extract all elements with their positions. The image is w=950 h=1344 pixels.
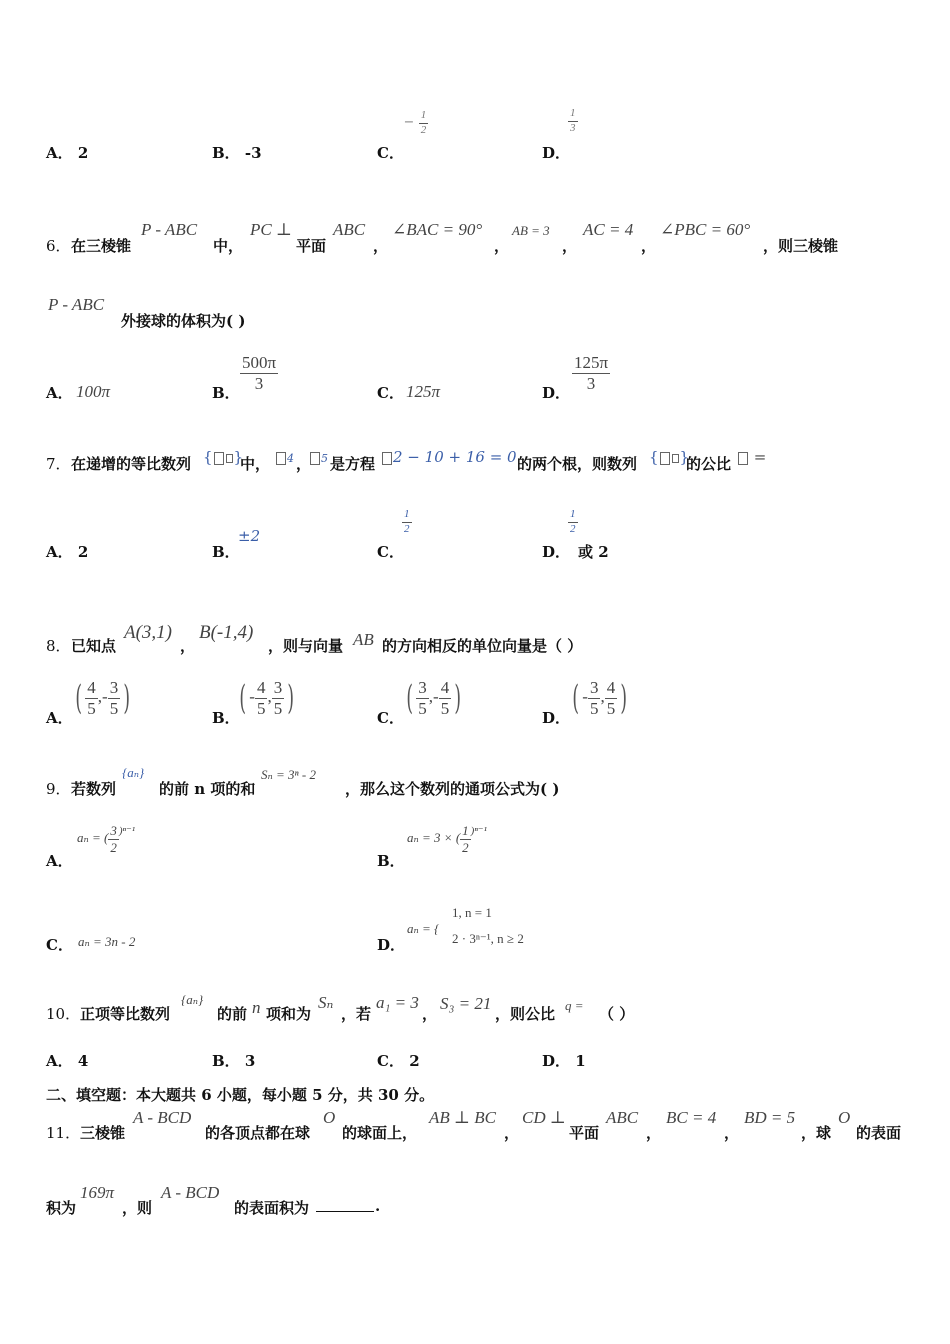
q8-option-c-vector: ( $\frac{3}{5}$ ,- $\frac{4}{5}$ ): [406, 677, 462, 718]
q6-math-pabc: P - ABC: [141, 220, 198, 239]
q10-option-d: D． 1: [542, 1052, 586, 1070]
q7-equation: 2 − 10 + 16 = 0: [381, 448, 517, 466]
q7-option-a: A． 2: [46, 543, 89, 561]
q9-option-a-math: aₙ = ( $\frac{3}{2}$ $^{)^{n-1}}$: [77, 823, 136, 855]
q7-option-b-label: B．: [212, 543, 240, 561]
q5-option-b: B． -3: [212, 144, 262, 162]
q5-option-a: A． 2: [46, 144, 89, 162]
q10-number: 10．: [46, 1005, 81, 1023]
q8-number: 8．: [46, 637, 71, 655]
q5-option-c-math: − $\frac{1}{2}$: [404, 109, 427, 136]
q11-answer-blank[interactable]: [316, 1197, 374, 1216]
q8-option-a-vector: ( $\frac{4}{5}$ ,- $\frac{3}{5}$ ): [75, 677, 131, 718]
q7-seq-symbol: { }: [203, 448, 244, 466]
q10-option-c: C． 2: [377, 1052, 420, 1070]
q6-option-a-math: 100π: [76, 382, 111, 401]
q7-option-d-label: D．: [542, 543, 571, 561]
q7-number: 7．: [46, 455, 71, 473]
q8-option-b-vector: ( - $\frac{4}{5}$ , $\frac{3}{5}$ ): [239, 677, 295, 718]
q6-option-a-label: A．: [46, 384, 73, 402]
q6-option-c-label: C．: [377, 384, 404, 402]
q7-a4: 4: [275, 450, 294, 466]
q6-number: 6．: [46, 237, 71, 255]
q9-option-c-math: aₙ = 3n - 2: [78, 934, 136, 949]
q5-option-d-label: D．: [542, 144, 571, 162]
q7-option-c-label: C．: [377, 543, 404, 561]
q7-option-c-math: $\frac{1}{2}$: [404, 508, 410, 535]
q9-option-b-math: aₙ = 3 × ( $\frac{1}{2}$ $^{)^{n-1}}$: [407, 823, 487, 855]
q5-option-d-math: $\frac{1}{3}$: [570, 107, 576, 134]
q6-option-b-math: $\frac{500\pi}{3}$: [242, 353, 277, 393]
q5-option-c-label: C．: [377, 144, 404, 162]
q10-option-b: B． 3: [212, 1052, 256, 1070]
q6-option-d-label: D．: [542, 384, 571, 402]
q7-option-b-math: ±2: [238, 527, 261, 545]
q11-number: 11．: [46, 1124, 81, 1142]
q6-option-b-label: B．: [212, 384, 240, 402]
q9-number: 9．: [46, 780, 71, 798]
q6-option-c-math: 125π: [406, 382, 441, 401]
q7-a5: 5: [309, 450, 328, 466]
q9-option-d-math: aₙ = {: [407, 921, 440, 936]
q10-option-a: A． 4: [46, 1052, 89, 1070]
q8-option-d-vector: ( - $\frac{3}{5}$ , $\frac{4}{5}$ ): [572, 677, 628, 718]
q6-option-d-math: $\frac{125\pi}{3}$: [574, 353, 609, 393]
q7-option-d-math: $\frac{1}{2}$: [570, 508, 576, 535]
exam-page: A． 2 B． -3 C． − $\frac{1}{2}$ D． $\frac{1}{3}$ 6． 在三棱锥 P - ABC 中， PC ⊥ 平面 ABC ， ∠BAC = 90° ， AB = 3 ， AC = 4 ， ∠PBC = 60° ，则三棱锥 P - ABC 外接球的体积为( ) A． 100π B． $\frac{500\pi}{3}$ C． 125π D． $\frac{125\pi}{3}$ 7． 在递增的等比数列 { } 中， 4 ， 5 是方程 2 − 10 + 16 = 0 的两个根，则数列 { } 的公比 = A． 2 B． ±2 C． $\frac{1}{2}$ D． $\frac{1}{2}$ 或 2 8． 已知点 A(3,1) ， B(-1,4) ，则与向量 AB 的方向相反的单位向量是（ ） A． ( $\frac{4}{5}$ ,- $\frac{3}{5}$ ) B． ( - $\frac{4}{5}$ , $\frac{3}{5}$ ) C． ( $\frac{3}{5}$ ,- $\frac{4}{5}$ ) D． ( - $\frac{3}{5}$ , $\frac{4}{5}$ ) 9． 若数列 {aₙ} 的前 n 项的和 Sₙ = 3ⁿ - 2 ，那么这个数列的通项公式为( ) A． aₙ = ( $\frac{3}{2}$ $^{)^{n-1}}$ B． aₙ = 3 × ( $\frac{1}{2}$ $^{)^{n-1}}$ C． aₙ = 3n - 2 D． aₙ = { 1, n = 1 2 · 3ⁿ⁻¹, n ≥ 2 10． 正项等比数列 {aₙ} 的前 n 项和为 Sₙ ，若 a₁ = 3 ， S₃ = 21 ，则公比 q = （ ） A． 4 B． 3 C． 2 D． 1 二、填空题：本大题共 6 小题，每小题 5 分，共 30 分。 11． 三棱锥 A - BCD 的各顶点都在球 O 的球面上， AB ⊥ BC ， CD ⊥ 平面 ABC ， BC = 4 ， BD = 5 ，球 O 的表面 积为 169π ，则 A - BCD 的表面积为 .: [46, 107, 902, 1217]
